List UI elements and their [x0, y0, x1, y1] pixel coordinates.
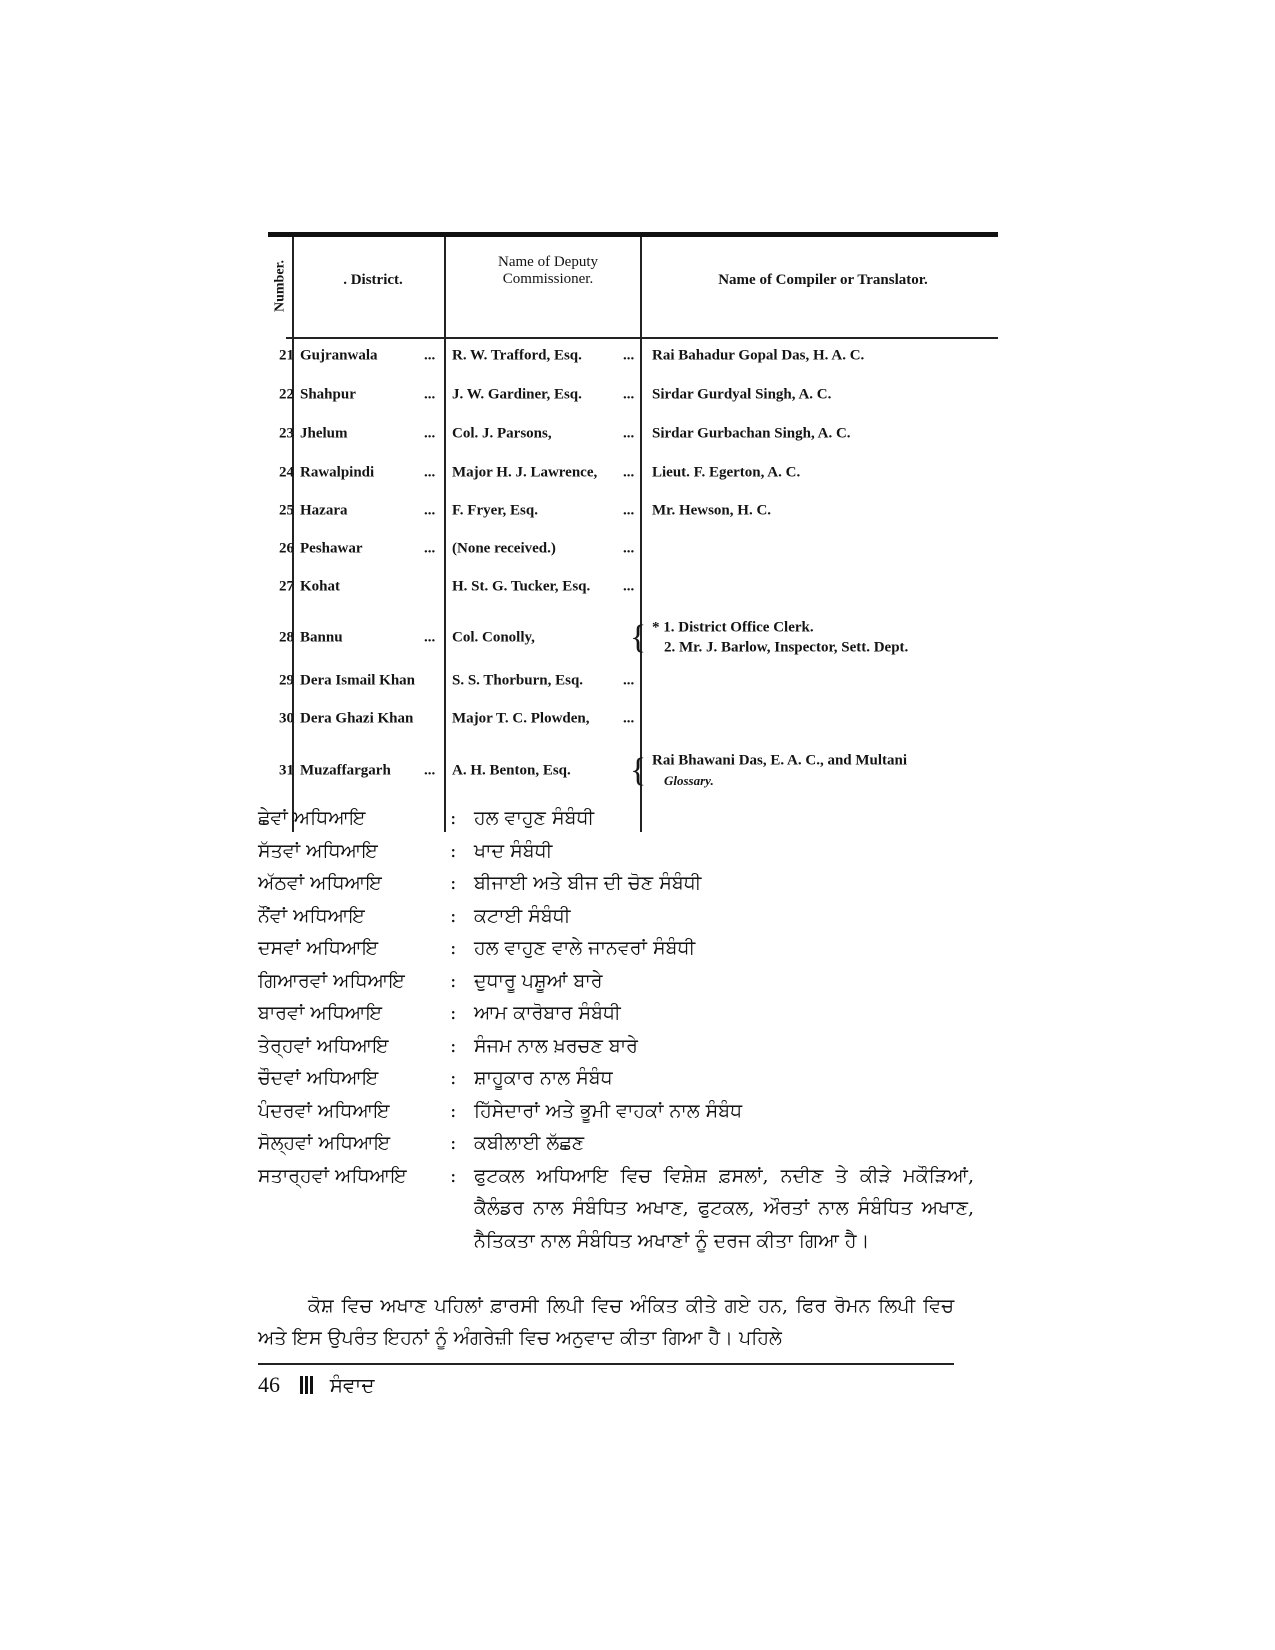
- compiler-cell: Sirdar Gurbachan Singh, A. C.: [652, 425, 851, 442]
- table-row: [268, 417, 998, 451]
- leader-dots: ...: [424, 540, 436, 557]
- deputy-commissioner-cell: Col. Conolly,: [452, 629, 535, 646]
- chapter-name: ਗਿਆਰਵਾਂ ਅਧਿਆਇ: [258, 969, 405, 992]
- deputy-commissioner-cell: R. W. Trafford, Esq.: [452, 347, 582, 364]
- row-number: 23: [279, 425, 294, 442]
- leader-dots: ...: [424, 347, 436, 364]
- chapter-name: ਚੌਦਵਾਂ ਅਧਿਆਇ: [258, 1067, 379, 1089]
- body-paragraph: ਕੋਸ਼ ਵਿਚ ਅਖਾਣ ਪਹਿਲਾਂ ਫ਼ਾਰਸੀ ਲਿਪੀ ਵਿਚ ਅੰਕਿਤ ਕੀਤੇ ਗਏ ਹਨ, ਫਿਰ ਰੋਮਨ ਲਿਪੀ ਵਿਚ ਅਤੇ ਇਸ ਉਪਰੰਤ ਇਹਨਾਂ ਨੂੰ ਅੰਗਰੇਜ਼ੀ ਵਿਚ ਅਨੁਵਾਦ ਕੀਤਾ ਗਿਆ ਹੈ। ਪਹਿਲੇ: [258, 1295, 954, 1349]
- district-cell: Shahpur: [300, 386, 356, 403]
- chapter-name: ਅੱਠਵਾਂ ਅਧਿਆਇ: [258, 872, 382, 894]
- district-cell: Jhelum: [300, 425, 348, 442]
- table-top-rule: [268, 232, 998, 237]
- deputy-commissioner-cell: A. H. Benton, Esq.: [452, 762, 571, 779]
- leader-dots: ...: [623, 672, 635, 689]
- deputy-commissioner-cell: H. St. G. Tucker, Esq.: [452, 578, 591, 595]
- chapter-item: [258, 965, 978, 998]
- chapter-description: ਆਮ ਕਾਰੋਬਾਰ ਸੰਬੰਧੀ: [474, 1002, 621, 1024]
- header-district: . District.: [343, 272, 403, 288]
- district-cell: Kohat: [300, 578, 341, 595]
- deputy-commissioner-cell: J. W. Gardiner, Esq.: [452, 386, 582, 403]
- chapter-name: ਤੇਰ੍ਹਵਾਂ ਅਧਿਆਇ: [258, 1034, 389, 1057]
- row-number: 29: [279, 672, 294, 689]
- compiler-cell: Mr. Hewson, H. C.: [652, 502, 772, 519]
- leader-dots: ...: [623, 578, 635, 595]
- chapter-list: [258, 802, 978, 1257]
- chapter-item: [258, 997, 978, 1030]
- page-footer: [258, 1372, 375, 1400]
- leader-dots: ...: [623, 464, 635, 481]
- row-number: 25: [279, 502, 294, 519]
- chapter-item: [258, 1095, 978, 1128]
- chapter-name: ਸੋਲ੍ਹਵਾਂ ਅਧਿਆਇ: [258, 1132, 391, 1154]
- deputy-commissioner-cell: Major H. J. Lawrence,: [452, 464, 598, 481]
- compiler-cell: Sirdar Gurdyal Singh, A. C.: [652, 386, 832, 403]
- chapter-name: ਛੇਵਾਂ ਅਧਿਆਇ: [258, 807, 366, 829]
- chapter-item: [258, 1030, 978, 1063]
- chapter-item: [258, 867, 978, 900]
- row-number: 27: [279, 578, 294, 595]
- chapter-colon: :: [450, 969, 457, 992]
- chapter-item: [258, 835, 978, 868]
- district-cell: Dera Ismail Khan: [300, 672, 416, 689]
- leader-dots: ...: [424, 502, 436, 519]
- chapter-colon: :: [450, 807, 457, 829]
- leader-dots: ...: [424, 762, 436, 779]
- compiler-cell-line2: 2. Mr. J. Barlow, Inspector, Sett. Dept.: [664, 639, 909, 656]
- leader-dots: ...: [623, 540, 635, 557]
- compiler-cell: Rai Bhawani Das, E. A. C., and Multani: [652, 752, 908, 769]
- row-number: 28: [279, 629, 294, 646]
- chapter-description: ਖਾਦ ਸੰਬੰਧੀ: [474, 839, 553, 862]
- row-number: 24: [279, 464, 294, 481]
- journal-name: ਸੰਵਾਦ: [329, 1373, 375, 1397]
- leader-dots: ...: [424, 386, 436, 403]
- table-row: [268, 494, 998, 528]
- row-number: 21: [279, 347, 294, 364]
- chapter-description: ਹਲ ਵਾਹੁਣ ਸੰਬੰਧੀ: [474, 807, 595, 829]
- curly-brace: {: [630, 752, 647, 789]
- chapter-item: [258, 1127, 978, 1160]
- district-cell: Muzaffargarh: [300, 762, 391, 779]
- compiler-cell: Rai Bahadur Gopal Das, H. A. C.: [652, 347, 865, 364]
- header-compiler: Name of Compiler or Translator.: [718, 272, 928, 288]
- deputy-commissioner-cell: (None received.): [452, 540, 556, 557]
- row-number: 30: [279, 710, 294, 727]
- chapter-item: [258, 802, 978, 835]
- deputy-commissioner-cell: F. Fryer, Esq.: [452, 502, 538, 519]
- table-row: [268, 532, 998, 566]
- row-number: 22: [279, 386, 294, 403]
- scanned-district-table: [268, 232, 998, 832]
- chapter-description: ਦੁਧਾਰੂ ਪਸ਼ੂਆਂ ਬਾਰੇ: [474, 969, 603, 992]
- chapter-colon: :: [450, 872, 457, 894]
- deputy-commissioner-cell: Col. J. Parsons,: [452, 425, 552, 442]
- table-row: [268, 614, 998, 662]
- chapter-item: [258, 1062, 978, 1095]
- chapter-item: [258, 1160, 978, 1258]
- compiler-cell: * 1. District Office Clerk.: [652, 619, 814, 636]
- table-row: [268, 747, 998, 795]
- table-row: [268, 702, 998, 736]
- table-row: [268, 570, 998, 604]
- district-cell: Hazara: [300, 502, 348, 519]
- district-cell: Peshawar: [300, 540, 363, 557]
- chapter-colon: :: [450, 1034, 457, 1057]
- compiler-cell-line2: Glossary.: [664, 773, 714, 788]
- leader-dots: ...: [424, 629, 436, 646]
- district-cell: Gujranwala: [300, 347, 378, 364]
- chapter-name: ਸੱਤਵਾਂ ਅਧਿਆਇ: [258, 839, 378, 862]
- chapter-description: ਹਿੱਸੇਦਾਰਾਂ ਅਤੇ ਭੂਮੀ ਵਾਹਕਾਂ ਨਾਲ ਸੰਬੰਧ: [474, 1099, 743, 1122]
- chapter-description: ਫੁਟਕਲ ਅਧਿਆਇ ਵਿਚ ਵਿਸ਼ੇਸ਼ ਫ਼ਸਲਾਂ, ਨਦੀਣ ਤੇ ਕੀੜੇ ਮਕੌੜਿਆਂ, ਕੈਲੰਡਰ ਨਾਲ ਸੰਬੰਧਿਤ ਅਖਾਣ, ਫੁਟਕਲ, ਔਰਤਾਂ ਨਾਲ ਸੰਬੰਧਿਤ ਅਖਾਣ, ਨੈਤਿਕਤਾ ਨਾਲ ਸੰਬੰਧਿਤ ਅਖਾਣਾਂ ਨੂੰ ਦਰਜ ਕੀਤਾ ਗਿਆ ਹੈ।: [474, 1164, 974, 1252]
- chapter-description: ਬੀਜਾਈ ਅਤੇ ਬੀਜ ਦੀ ਚੋਣ ਸੰਬੰਧੀ: [474, 872, 702, 894]
- table-row: [268, 664, 998, 698]
- chapter-colon: :: [450, 937, 457, 959]
- page-number: 46: [258, 1372, 280, 1397]
- deputy-commissioner-cell: Major T. C. Plowden,: [452, 710, 590, 727]
- leader-dots: ...: [424, 425, 436, 442]
- leader-dots: ...: [623, 502, 635, 519]
- chapter-description: ਸ਼ਾਹੂਕਾਰ ਨਾਲ ਸੰਬੰਧ: [474, 1067, 613, 1089]
- row-number: 26: [279, 540, 294, 557]
- compiler-cell: Lieut. F. Egerton, A. C.: [652, 464, 801, 481]
- leader-dots: ...: [623, 710, 635, 727]
- chapter-colon: :: [450, 1067, 457, 1089]
- chapter-colon: :: [450, 1132, 457, 1154]
- chapter-colon: :: [450, 839, 457, 862]
- leader-dots: ...: [623, 347, 635, 364]
- chapter-colon: :: [450, 904, 457, 927]
- chapter-name: ਬਾਰਵਾਂ ਅਧਿਆਇ: [258, 1002, 382, 1024]
- district-cell: Dera Ghazi Khan: [300, 710, 414, 727]
- chapter-colon: :: [450, 1002, 457, 1024]
- chapter-item: [258, 900, 978, 933]
- table-row: [268, 378, 998, 412]
- leader-dots: ...: [623, 386, 635, 403]
- journal-logo-bars: [300, 1374, 315, 1400]
- chapter-item: [258, 932, 978, 965]
- header-deputy-commissioner: Name of Deputy Commissioner.: [498, 254, 598, 287]
- header-number: Number.: [272, 260, 288, 312]
- chapter-name: ਪੰਦਰਵਾਂ ਅਧਿਆਇ: [258, 1099, 390, 1122]
- leader-dots: ...: [623, 425, 635, 442]
- table-row: [268, 339, 998, 373]
- footer-rule: [258, 1363, 954, 1365]
- chapter-description: ਕਟਾਈ ਸੰਬੰਧੀ: [474, 904, 571, 927]
- chapter-colon: :: [450, 1164, 457, 1187]
- district-cell: Rawalpindi: [300, 464, 375, 481]
- curly-brace: {: [630, 619, 647, 656]
- leader-dots: ...: [424, 464, 436, 481]
- chapter-name: ਦਸਵਾਂ ਅਧਿਆਇ: [258, 937, 379, 959]
- row-number: 31: [279, 762, 294, 779]
- chapter-description: ਕਬੀਲਾਈ ਲੱਛਣ: [474, 1132, 585, 1154]
- chapter-name: ਸਤਾਰ੍ਹਵਾਂ ਅਧਿਆਇ: [258, 1164, 407, 1187]
- district-cell: Bannu: [300, 629, 343, 646]
- table-row: [268, 456, 998, 490]
- chapter-description: ਹਲ ਵਾਹੁਣ ਵਾਲੇ ਜਾਨਵਰਾਂ ਸੰਬੰਧੀ: [474, 937, 696, 959]
- chapter-colon: :: [450, 1099, 457, 1122]
- chapter-description: ਸੰਜਮ ਨਾਲ ਖ਼ਰਚਣ ਬਾਰੇ: [474, 1034, 638, 1057]
- deputy-commissioner-cell: S. S. Thorburn, Esq.: [452, 672, 584, 689]
- chapter-name: ਨੌਂਵਾਂ ਅਧਿਆਇ: [258, 904, 365, 927]
